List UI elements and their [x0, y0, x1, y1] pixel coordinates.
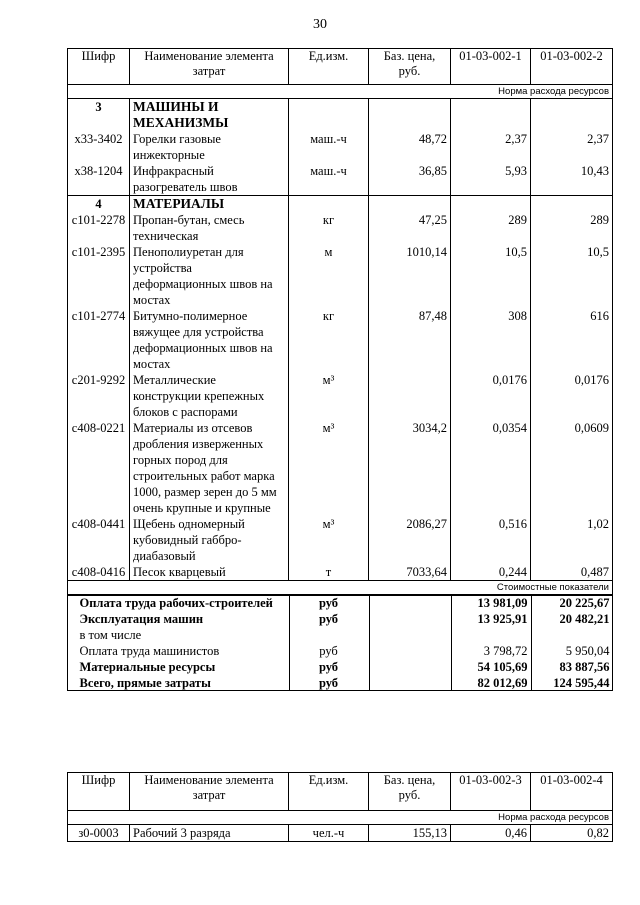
- resource-name: Щебень одномерный кубовидный габбро-диабазовый: [130, 516, 289, 564]
- norm-value-a: 5,93: [451, 163, 531, 196]
- resource-name: Пропан-бутан, смесь техническая: [130, 212, 289, 244]
- resource-unit: м: [289, 244, 369, 308]
- resource-code: с101-2395: [68, 244, 130, 308]
- norm-value-b: 10,43: [531, 163, 613, 196]
- resource-row: [68, 244, 613, 308]
- resource-unit: м³: [289, 372, 369, 420]
- col-header-unit: Ед.изм.: [289, 773, 369, 811]
- empty-cell: [369, 659, 451, 675]
- empty-cell: [289, 99, 369, 132]
- empty-cell: [369, 643, 451, 659]
- resource-unit: кг: [289, 212, 369, 244]
- cost-value-a: 54 105,69: [477, 660, 528, 674]
- norm-value-b: 0,0176: [531, 372, 613, 420]
- cost-column-line: [531, 595, 532, 692]
- resource-unit: маш.-ч: [289, 131, 369, 163]
- resource-price: 3034,2: [369, 420, 451, 516]
- empty-cell: [369, 99, 451, 132]
- empty-cell: [369, 627, 451, 643]
- norm-label-row: [68, 811, 613, 825]
- cost-unit: руб: [319, 644, 338, 658]
- section-title-row: [68, 196, 613, 213]
- resource-price: 47,25: [369, 212, 451, 244]
- col-header-a: 01-03-002-1: [451, 49, 531, 85]
- cost-value-a: 13 925,91: [477, 612, 528, 626]
- resource-price: 87,48: [369, 308, 451, 372]
- resource-table-2: [67, 772, 613, 842]
- resource-name: Металлические конструкции крепежных блоков с распорами: [130, 372, 289, 420]
- resource-name: Материалы из отсевов дробления изверженных горных пород для строительных работ марка 1000, размер зерен до 5 мм очень крупные и крупные: [130, 420, 289, 516]
- norm-value-b: 0,487: [531, 564, 613, 581]
- resource-name: Горелки газовые инжекторные: [130, 131, 289, 163]
- norm-value-b: 616: [531, 308, 613, 372]
- col-header-price: Баз. цена, руб.: [369, 773, 451, 811]
- norm-value-a: 0,516: [451, 516, 531, 564]
- resource-row: [68, 372, 613, 420]
- col-header-price: Баз. цена, руб.: [369, 49, 451, 85]
- empty-cell: [369, 675, 451, 691]
- resource-price: [369, 372, 451, 420]
- cost-value-a: 82 012,69: [477, 676, 528, 690]
- cost-value-b: 124 595,44: [553, 676, 610, 690]
- resource-row: [68, 308, 613, 372]
- norm-value-a: 0,0354: [451, 420, 531, 516]
- resource-code: х33-3402: [68, 131, 130, 163]
- resource-row: [68, 516, 613, 564]
- table-header: [68, 49, 613, 85]
- norm-value-a: 308: [451, 308, 531, 372]
- resource-name: Рабочий 3 разряда: [130, 825, 289, 842]
- empty-cell: [369, 611, 451, 627]
- norm-value-b: 0,0609: [531, 420, 613, 516]
- cost-value-b: [531, 627, 613, 643]
- cost-label-text: Эксплуатация машин: [79, 612, 204, 626]
- empty-cell: [289, 196, 369, 213]
- section-title: МАШИНЫ И МЕХАНИЗМЫ: [130, 99, 289, 132]
- empty-cell: [451, 196, 531, 213]
- resource-name: Битумно-полимерное вяжущее для устройства деформационных швов на мостах: [130, 308, 289, 372]
- resource-row: [68, 564, 613, 581]
- resource-unit: т: [289, 564, 369, 581]
- resource-code: с408-0416: [68, 564, 130, 581]
- resource-name: Инфракрасный разогреватель швов: [130, 163, 289, 196]
- cost-unit: руб: [318, 596, 339, 610]
- col-header-name: Наименование элемента затрат: [130, 49, 289, 85]
- cost-column-line: [289, 595, 290, 692]
- cost-column-line: [451, 595, 452, 692]
- empty-cell: [451, 99, 531, 132]
- empty-cell: [531, 99, 613, 132]
- col-header-code: Шифр: [68, 49, 130, 85]
- resource-unit: м³: [289, 516, 369, 564]
- norm-value-a: 289: [451, 212, 531, 244]
- norm-value-b: 289: [531, 212, 613, 244]
- cost-label: Стоимостные показатели: [68, 581, 613, 595]
- resource-code: х38-1204: [68, 163, 130, 196]
- cost-label-row: [68, 581, 613, 595]
- norm-label: Норма расхода ресурсов: [68, 811, 613, 825]
- col-header-code: Шифр: [68, 773, 130, 811]
- norm-label-row: [68, 85, 613, 99]
- cost-value-a: [451, 627, 531, 643]
- cost-value-a: 13 981,09: [477, 596, 528, 610]
- cost-value-a: 3 798,72: [483, 644, 528, 658]
- resource-row: [68, 420, 613, 516]
- norm-value-a: 0,244: [451, 564, 531, 581]
- col-header-b: 01-03-002-2: [531, 49, 613, 85]
- norm-value-b: 2,37: [531, 131, 613, 163]
- resource-price: 48,72: [369, 131, 451, 163]
- cost-value-b: 5 950,04: [565, 644, 610, 658]
- resource-code: с408-0221: [68, 420, 130, 516]
- section-number: 3: [68, 99, 130, 132]
- resource-code: с101-2774: [68, 308, 130, 372]
- cost-unit: руб: [318, 660, 339, 674]
- norm-value-b: 1,02: [531, 516, 613, 564]
- col-header-b: 01-03-002-4: [531, 773, 613, 811]
- resource-unit: кг: [289, 308, 369, 372]
- cost-label-text: Всего, прямые затраты: [79, 676, 211, 690]
- resource-name: Песок кварцевый: [130, 564, 289, 581]
- resource-row: [68, 825, 613, 842]
- resource-row: [68, 212, 613, 244]
- empty-cell: [531, 196, 613, 213]
- resource-price: 155,13: [369, 825, 451, 842]
- page-number: 30: [313, 17, 327, 32]
- resource-unit: м³: [289, 420, 369, 516]
- resource-row: [68, 131, 613, 163]
- cost-label-text: Оплата труда машинистов: [79, 644, 220, 658]
- resource-code: з0-0003: [68, 825, 130, 842]
- resource-price: 36,85: [369, 163, 451, 196]
- resource-price: 1010,14: [369, 244, 451, 308]
- col-header-unit: Ед.изм.: [289, 49, 369, 85]
- cost-value-b: 83 887,56: [559, 660, 610, 674]
- cost-unit: [289, 627, 369, 643]
- empty-cell: [369, 196, 451, 213]
- cost-value-b: 20 225,67: [559, 596, 610, 610]
- resource-price: 2086,27: [369, 516, 451, 564]
- section-title: МАТЕРИАЛЫ: [130, 196, 289, 213]
- section-title-row: [68, 99, 613, 132]
- norm-value-a: 0,46: [451, 825, 531, 842]
- cost-value-b: 20 482,21: [559, 612, 610, 626]
- section-number: 4: [68, 196, 130, 213]
- norm-value-a: 2,37: [451, 131, 531, 163]
- empty-cell: [369, 595, 451, 612]
- cost-label-text: Оплата труда рабочих-строителей: [79, 596, 273, 610]
- norm-value-a: 10,5: [451, 244, 531, 308]
- resource-code: с408-0441: [68, 516, 130, 564]
- table-header: [68, 773, 613, 811]
- resource-name: Пенополиуретан для устройства деформационных швов на мостах: [130, 244, 289, 308]
- col-header-name: Наименование элемента затрат: [130, 773, 289, 811]
- norm-value-b: 10,5: [531, 244, 613, 308]
- resource-row: [68, 163, 613, 196]
- norm-label: Норма расхода ресурсов: [68, 85, 613, 99]
- norm-value-b: 0,82: [531, 825, 613, 842]
- cost-label-text: Материальные ресурсы: [79, 660, 216, 674]
- resource-code: с101-2278: [68, 212, 130, 244]
- cost-unit: руб: [318, 676, 339, 690]
- resource-code: с201-9292: [68, 372, 130, 420]
- col-header-a: 01-03-002-3: [451, 773, 531, 811]
- resource-price: 7033,64: [369, 564, 451, 581]
- cost-column-line: [369, 595, 370, 692]
- resource-unit: маш.-ч: [289, 163, 369, 196]
- cost-label-text: в том числе: [79, 628, 142, 642]
- norm-value-a: 0,0176: [451, 372, 531, 420]
- cost-unit: руб: [318, 612, 339, 626]
- resource-unit: чел.-ч: [289, 825, 369, 842]
